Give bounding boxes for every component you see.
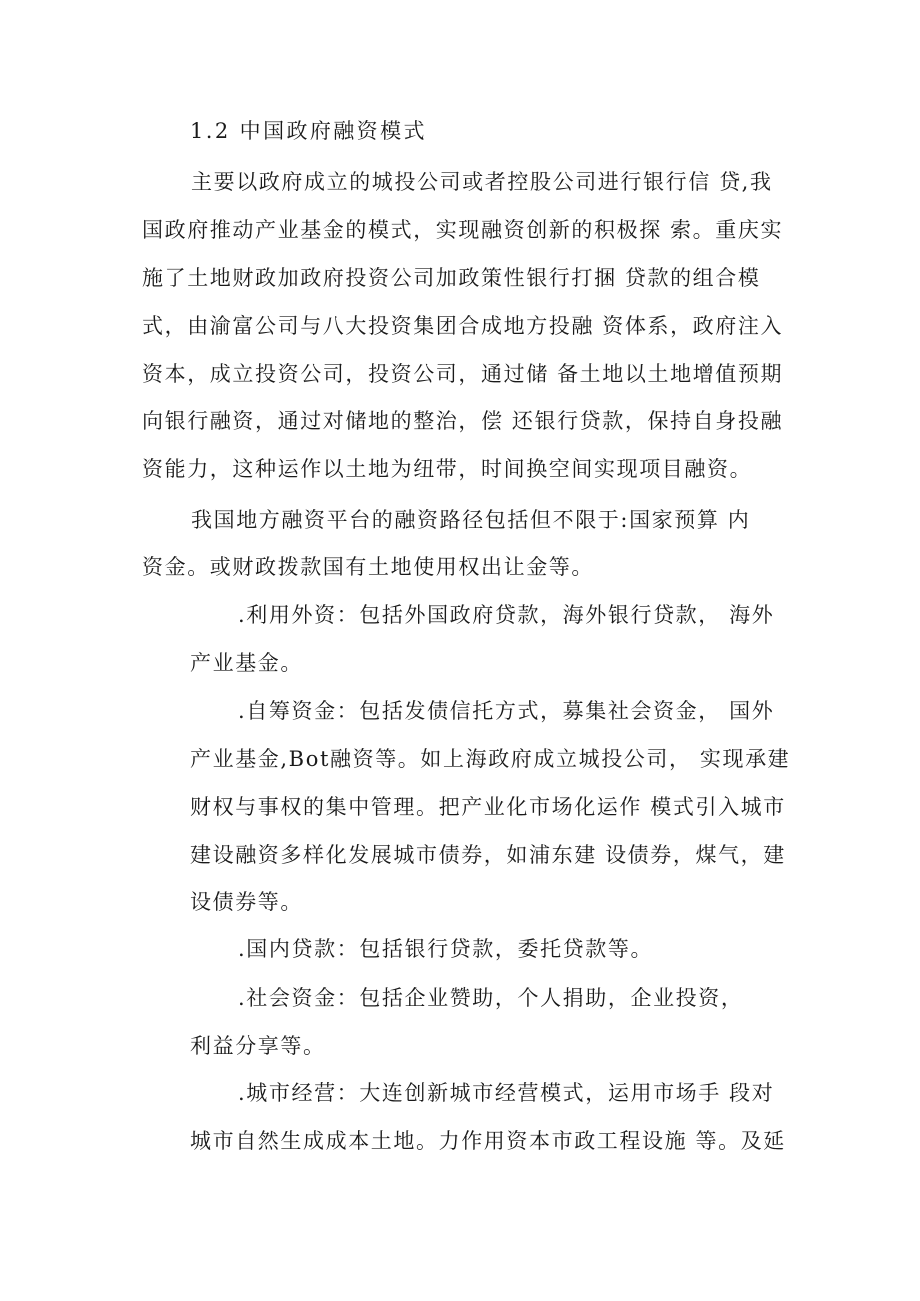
text-line: 式，由渝富公司与八大投资集团合成地方投融 资体系，政府注入	[142, 314, 784, 338]
section-heading: 1.2 中国政府融资模式	[190, 119, 427, 143]
text-line: 资能力，这种运作以土地为纽带，时间换空间实现项目融资。	[142, 457, 753, 481]
text-line: 设债券等。	[190, 890, 303, 914]
text-line: 城市自然生成成本土地。力作用资本市政工程设施 等。及延	[190, 1129, 786, 1153]
text-line: 资本，成立投资公司，投资公司，通过储 备土地以土地增值预期	[142, 362, 784, 386]
text-line: .社会资金：包括企业赞助，个人捐助，企业投资，	[238, 986, 744, 1010]
text-line: 我国地方融资平台的融资路径包括但不限于:国家预算 内	[191, 508, 751, 532]
text-line: 国政府推动产业基金的模式，实现融资创新的积极探 索。重庆实	[142, 218, 784, 242]
text-line: .自筹资金：包括发债信托方式，募集社会资金， 国外	[238, 699, 775, 723]
text-line: 施了土地财政加政府投资公司加政策性银行打捆 贷款的组合模	[142, 266, 761, 290]
text-line: 产业基金。	[190, 651, 303, 675]
text-line: 利益分享等。	[190, 1034, 326, 1058]
text-line: 向银行融资，通过对储地的整治，偿 还银行贷款，保持自身投融	[142, 409, 784, 433]
text-line: 产业基金,Bot融资等。如上海政府成立城投公司， 实现承建	[190, 747, 791, 771]
text-line: 财权与事权的集中管理。把产业化市场化运作 模式引入城市	[190, 795, 786, 819]
text-line: .利用外资：包括外国政府贷款，海外银行贷款， 海外	[238, 603, 775, 627]
text-line: 资金。或财政拨款国有土地使用权出让金等。	[142, 555, 594, 579]
text-line: .城市经营：大连创新城市经营模式，运用市场手 段对	[238, 1081, 775, 1105]
text-line: 主要以政府成立的城投公司或者控股公司进行银行信 贷,我	[191, 170, 773, 194]
text-line: 建设融资多样化发展城市债券，如浦东建 设债券，煤气，建	[190, 843, 786, 867]
text-line: .国内贷款：包括银行贷款，委托贷款等。	[238, 937, 654, 961]
